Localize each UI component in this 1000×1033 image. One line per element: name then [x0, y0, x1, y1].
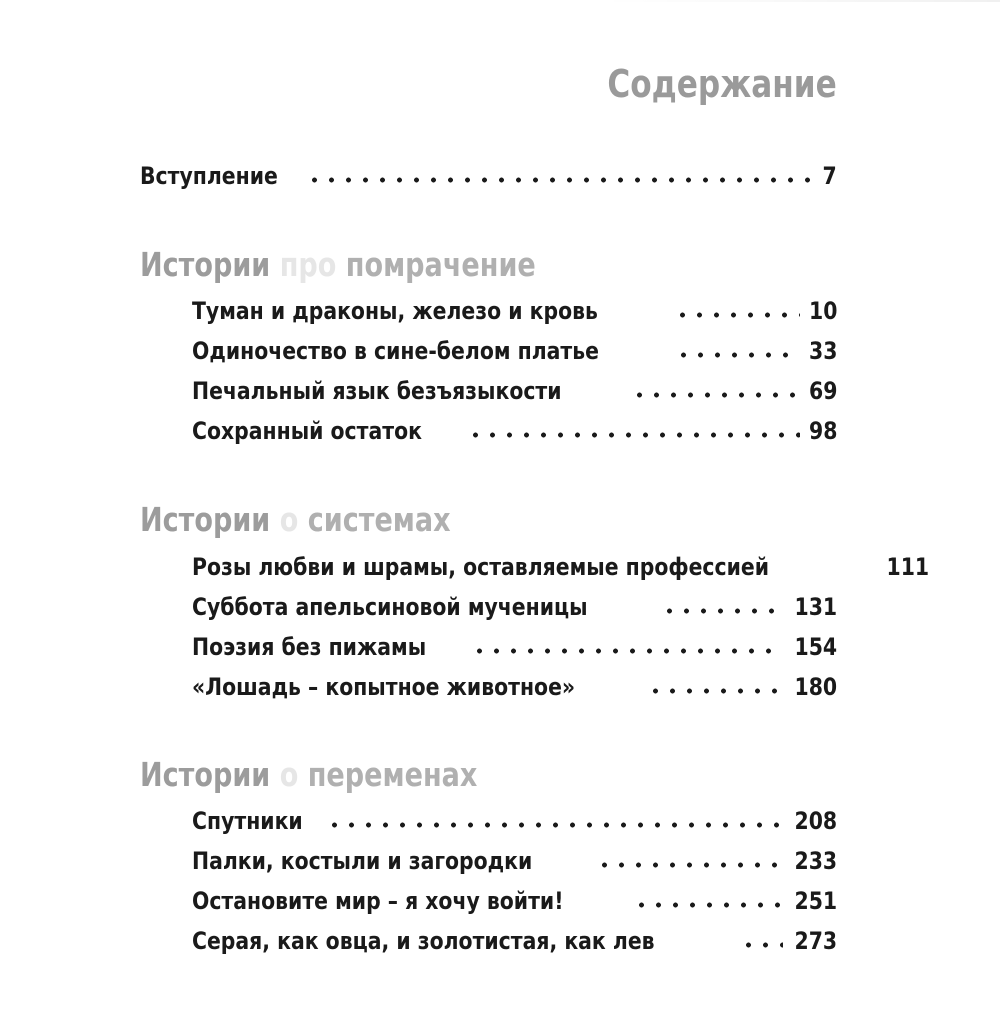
toc-entry-page: 251 — [794, 887, 837, 915]
dot-leader — [467, 419, 800, 443]
section-heading-word: про — [279, 245, 337, 284]
toc-entry-label: Поэзия без пижамы — [192, 633, 427, 661]
toc-entry[interactable] — [192, 805, 837, 835]
dot-leader — [674, 299, 800, 323]
section-heading-1 — [140, 245, 536, 284]
toc-entry-label: «Лошадь – копытное животное» — [192, 673, 576, 701]
toc-entry-page: 98 — [808, 417, 837, 445]
toc-entry-label: Вступление — [140, 162, 278, 190]
toc-entry-page: 208 — [794, 807, 837, 835]
toc-entry-page: 233 — [794, 847, 837, 875]
toc-entry[interactable] — [192, 671, 837, 701]
toc-entry-intro[interactable] — [140, 160, 837, 190]
dot-leader — [675, 339, 800, 363]
toc-entry-page: 131 — [794, 593, 837, 621]
toc-entry-label: Остановите мир – я хочу войти! — [192, 887, 564, 915]
section-heading-word: помрачение — [345, 245, 536, 284]
toc-entry-label: Суббота апельсиновой мученицы — [192, 593, 588, 621]
toc-entry[interactable] — [192, 631, 837, 661]
dot-leader — [306, 164, 816, 188]
dot-leader — [661, 595, 782, 619]
page-edge — [600, 0, 1000, 2]
section-heading-word: о — [279, 500, 299, 539]
dot-leader — [631, 379, 800, 403]
section-heading-3 — [140, 755, 477, 794]
toc-entry-label: Сохранный остаток — [192, 417, 422, 445]
toc-entry[interactable] — [192, 925, 837, 955]
toc-entry[interactable] — [192, 335, 837, 365]
section-heading-word: переменах — [307, 755, 478, 794]
toc-entry[interactable] — [192, 591, 837, 621]
toc-entry-label: Туман и драконы, железо и кровь — [192, 297, 598, 325]
dot-leader — [633, 889, 783, 913]
toc-entry-page: 33 — [808, 337, 837, 365]
toc-entry-label: Розы любви и шрамы, оставляемые профессией — [192, 553, 770, 581]
toc-entry-page: 180 — [794, 673, 837, 701]
toc-entry-page: 154 — [794, 633, 837, 661]
dot-leader — [647, 675, 783, 699]
toc-entry[interactable] — [192, 885, 837, 915]
toc-entry[interactable] — [192, 551, 929, 581]
toc-entry-label: Одиночество в сине-белом платье — [192, 337, 599, 365]
toc-entry-label: Серая, как овца, и золотистая, как лев — [192, 927, 655, 955]
toc-entry[interactable] — [192, 295, 837, 325]
page-title: Содержание — [607, 62, 837, 106]
toc-entry[interactable] — [192, 375, 837, 405]
section-heading-word: Истории — [140, 755, 271, 794]
toc-entry-page: 111 — [886, 553, 929, 581]
toc-entry[interactable] — [192, 415, 837, 445]
toc-entry-page: 69 — [808, 377, 837, 405]
toc-entry-page: 10 — [808, 297, 837, 325]
toc-entry[interactable] — [192, 845, 837, 875]
toc-entry-label: Палки, костыли и загородки — [192, 847, 533, 875]
dot-leader — [326, 809, 783, 833]
section-heading-2 — [140, 500, 451, 539]
dot-leader — [471, 635, 782, 659]
section-heading-word: Истории — [140, 500, 271, 539]
dot-leader — [596, 849, 783, 873]
section-heading-word: системах — [307, 500, 451, 539]
toc-entry-label: Печальный язык безъязыкости — [192, 377, 562, 405]
toc-entry-label: Спутники — [192, 807, 303, 835]
section-heading-word: Истории — [140, 245, 271, 284]
dot-leader — [740, 929, 783, 953]
toc-entry-page: 7 — [822, 162, 837, 190]
section-heading-word: о — [279, 755, 299, 794]
toc-entry-page: 273 — [794, 927, 837, 955]
